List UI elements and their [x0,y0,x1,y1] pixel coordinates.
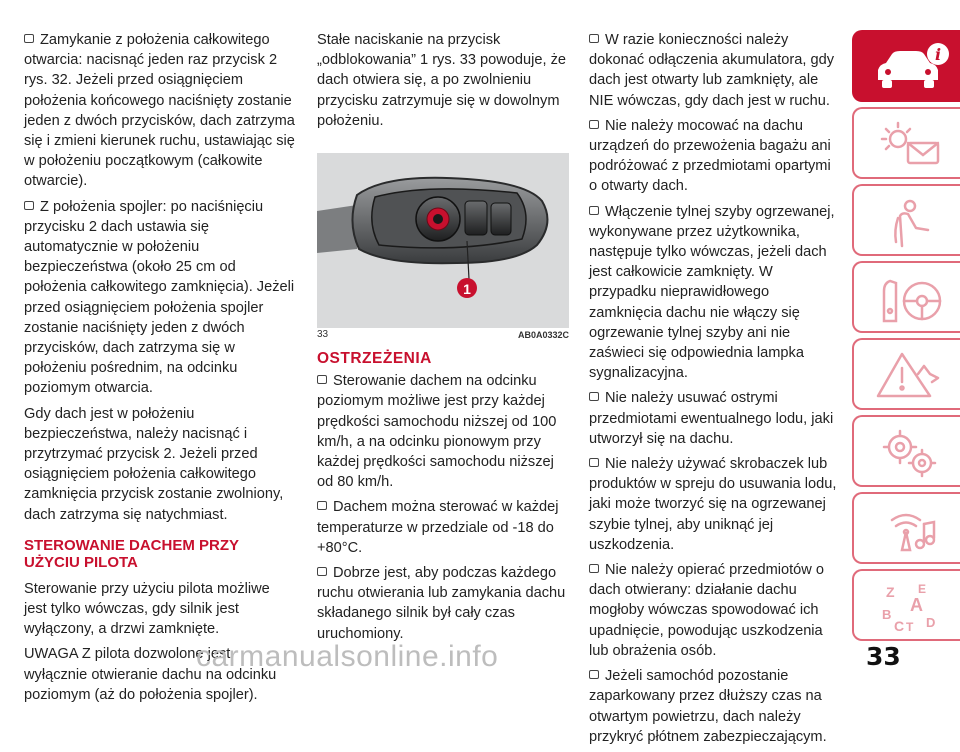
service-gears-icon [872,425,952,481]
warning-item: Sterowanie dachem na odcinku poziomym możliwe jest przy każdej prędkości samochodu niższej od 100 km/h, a na odcinku pionowym przy każdej prędkości samochodu niższej od 80 km/h. [317,373,557,491]
tab-multimedia[interactable] [852,492,960,564]
bullet-icon [589,392,599,401]
tab-starting-driving[interactable] [852,261,960,333]
warning-item: Nie należy usuwać ostrymi przedmiotami ewentualnego lodu, jaki utworzył się na dachu. [589,390,834,447]
paragraph: Stałe naciskanie na przycisk „odblokowania” 1 rys. 33 powoduje, że dach otwiera się, a po zwolnieniu przycisku zatrzymuje się w dowolnym położeniu. [317,32,567,129]
watermark: carmanualsonline.info [196,640,499,673]
key-fob-figure [317,153,569,328]
bullet-icon [24,201,34,210]
tab-emergency[interactable] [852,338,960,410]
tab-index[interactable] [852,569,960,641]
svg-text:A: A [910,595,923,615]
tab-service[interactable] [852,415,960,487]
paragraph: Gdy dach jest w położeniu bezpieczeństwa, należy nacisnąć i przytrzymać przycisk 2. Jeżeli przed osiągnięciem położenia całkowitego zamknięcia przycisk zostanie zwolniony, dach zatrzyma się natychmiast. [24,405,284,523]
warning-item: Dobrze jest, aby podczas każdego ruchu otwierania lub zamykania dachu składanego silnik był cały czas uruchomiony. [317,565,566,642]
paragraph: UWAGA Z pilota dozwolone jest wyłącznie otwieranie dachu na odcinku poziomym (aż do położenia spojler). [24,646,277,703]
key-fob-illustration [317,153,569,328]
svg-text:D: D [926,615,936,630]
section-heading: STEROWANIE DACHEM PRZY UŻYCIU PILOTA [24,536,239,571]
bullet-icon [589,564,599,573]
paragraph: Z położenia spojler: po naciśnięciu przycisku 2 dach ustawia się automatycznie w położeniu bezpieczeństwa (około 25 cm od położenia całkowitego zamknięcia). Jeżeli przed osiągnięciem położenia spojler zostanie naciśnięty jeden z dwóch przycisków, dach zatrzyma się w położeniu pośrednim, na odcinku poziomym otwarcia. [24,198,295,397]
tab-dashboard-lights[interactable] [852,107,960,179]
steering-wheel-icon [872,271,952,327]
callout-number: 1 [463,281,471,298]
bullet-icon [317,501,327,510]
warning-item: Nie należy opierać przedmiotów o dach otwierany: działanie dachu mogłoby wówczas spowodować ich upadnięcie, powodując uszkodzenia lub obrażenia osób. [589,562,825,659]
warning-triangle-icon [872,348,952,404]
bullet-icon [589,206,599,215]
paragraph: Zamykanie z położenia całkowitego otwarcia: nacisnąć jeden raz przycisk 2 rys. 32. Jeżeli przed osiągnięciem położenia końcowego naciśnięty zostanie jeden z dwóch przycisków, dach zatrzyma się i zmieni kierunek ruchu, ustawiając się w położeniu początkowym (całkowite otwarcie). [24,32,295,190]
warning-item: Nie należy używać skrobaczek lub produktów w spreju do usuwania lodu, jaki może tworzyć się na ogrzewanej szybie tylnej, aby uniknąć jej uszkodzenia. [589,456,837,553]
safety-seat-icon [872,194,952,250]
svg-text:C: C [894,618,905,634]
text-column-1 [24,30,296,710]
bullet-icon [317,375,327,384]
warning-item: W razie konieczności należy dokonać odłączenia akumulatora, gdy dach jest otwarty lub zamknięty, ale NIE wówczas, gdy dach jest w ruchu. [589,32,835,109]
bullet-icon [317,567,327,576]
warning-item: Dachem można sterować w każdej temperaturze w przedziale od -18 do +80°C. [317,499,559,556]
tab-safety[interactable] [852,184,960,256]
warning-item: Nie należy mocować na dachu urządzeń do przewożenia bagażu ani podróżować z przedmiotami opartymi o otwarty dach. [589,117,831,195]
svg-text:i: i [934,45,942,64]
index-letters-icon [872,579,952,635]
figure-number: 33 [317,329,329,341]
figure-code: AB0A0332C [517,330,569,341]
multimedia-icon [872,502,952,558]
tab-car-info[interactable] [852,30,960,102]
svg-text:Z: Z [886,584,895,600]
bullet-icon [24,34,34,43]
dashboard-lights-icon [872,117,952,173]
paragraph: Sterowanie przy użyciu pilota możliwe jest tylko wówczas, gdy silnik jest wyłączony, a drzwi zamknięte. [24,580,270,638]
bullet-icon [589,34,599,43]
page-number: 33 [866,642,901,671]
warnings-heading: OSTRZEŻENIA [317,350,432,368]
bullet-icon [589,458,599,467]
warning-item: Włączenie tylnej szyby ogrzewanej, wykonywane przez użytkownika, następuje tylko wówczas, jeżeli dach jest całkowicie zamknięty. W przypadku nieprawidłowego zamknięcia dachu nie włączy się ogrzewanie tylnej szyby ani nie zaświeci się odpowiednia lampka sygnalizacyjna. [589,203,835,382]
figure-caption [317,329,569,341]
text-column-3 [589,30,841,752]
text-column-2 [317,30,569,649]
bullet-icon [589,120,599,129]
svg-text:T: T [906,620,914,634]
svg-text:B: B [882,607,892,622]
car-info-icon [872,40,952,96]
warning-item: Jeżeli samochód pozostanie zaparkowany przez dłuższy czas na otwartym powietrzu, dach należy przykryć płótnem zabezpieczającym. [589,668,827,745]
svg-text:E: E [918,582,927,596]
